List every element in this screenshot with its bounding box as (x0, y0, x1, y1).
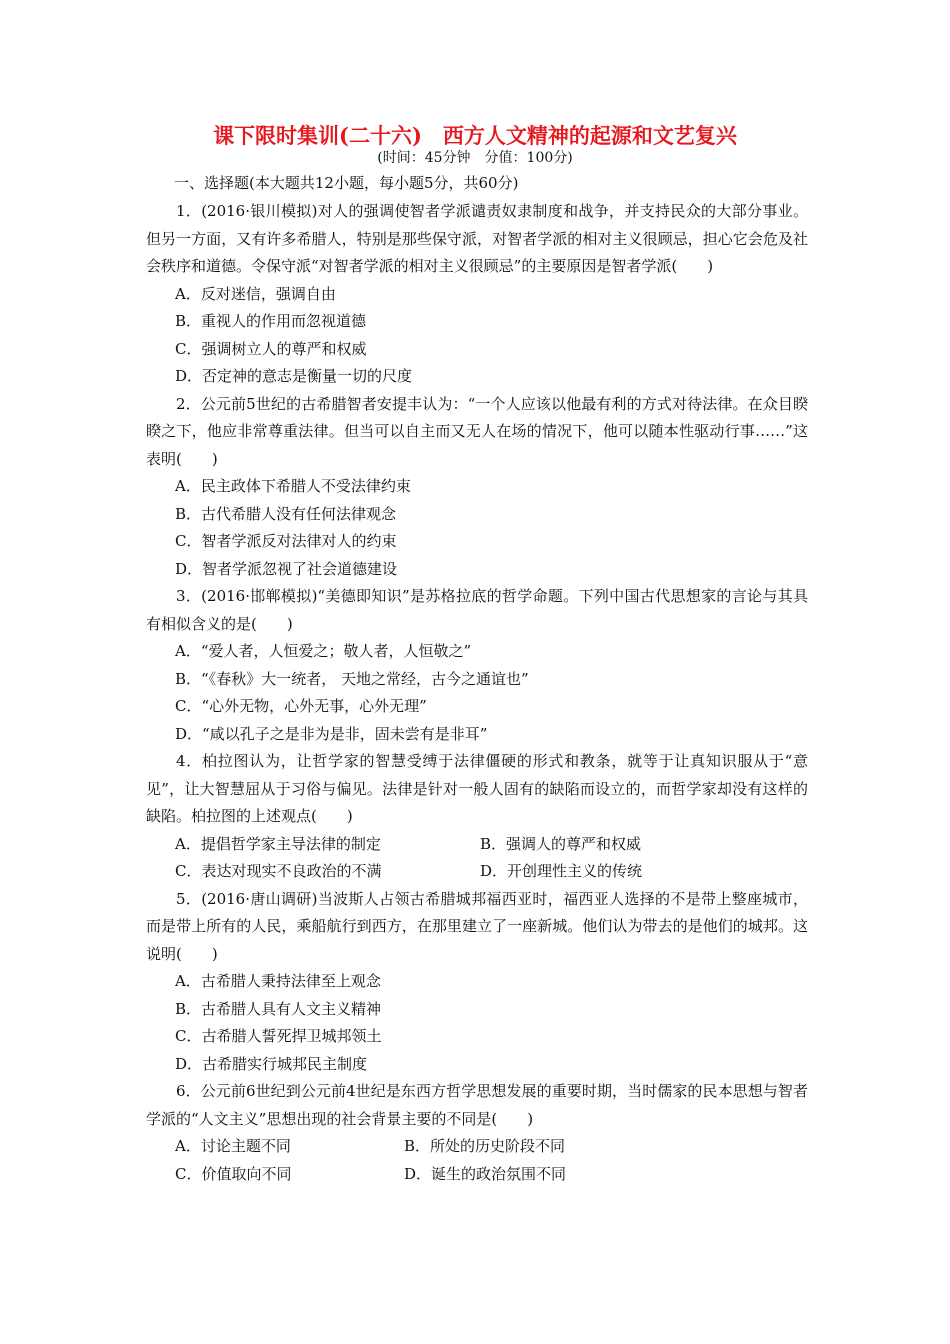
question-3-option-d: D．“咸以孔子之是非为是非，固未尝有是非耳” (175, 724, 488, 743)
question-6-option-a: A．讨论主题不同 (175, 1137, 291, 1155)
question-6-options-row-2 (146, 1161, 808, 1189)
question-2-stem: 2．公元前5世纪的古希腊智者安提丰认为：“一个人应该以他最有利的方式对待法律。在众目睽睽之下，他应非常尊重法律。但当可以自主而又无人在场的情况下，他可以随本性驱动行事……”这表明( ) (146, 394, 808, 468)
question-3-option-c: C．“心外无物，心外无事，心外无理” (175, 697, 427, 715)
question-1-option-d: D．否定神的意志是衡量一切的尺度 (175, 367, 413, 385)
question-5-stem: 5．(2016·唐山调研)当波斯人占领古希腊城邦福西亚时，福西亚人选择的不是带上整座城市，而是带上所有的人民，乘船航行到西方，在那里建立了一座新城。他们认为带去的是他们的城邦。这说明( ) (146, 889, 808, 963)
question-5-option-a: A．古希腊人秉持法律至上观念 (175, 972, 381, 990)
question-2 (146, 391, 808, 584)
question-4-option-d: D．开创理性主义的传统 (480, 862, 643, 880)
question-1-option-c: C．强调树立人的尊严和权威 (175, 339, 367, 358)
question-3-stem: 3．(2016·邯郸模拟)“美德即知识”是苏格拉底的哲学命题。下列中国古代思想家的言论与其具有相似含义的是( ) (146, 587, 808, 633)
section-heading: 一、选择题(本大题共12小题，每小题5分，共60分) (174, 174, 519, 192)
question-4-option-c: C．表达对现实不良政治的不满 (175, 862, 382, 880)
page-title: 课下限时集训(二十六) 西方人文精神的起源和文艺复兴 (213, 123, 737, 148)
question-6-option-d: D．诞生的政治氛围不同 (404, 1164, 567, 1183)
question-4-options-row-2 (146, 858, 808, 886)
question-2-option-c: C．智者学派反对法律对人的约束 (175, 532, 397, 550)
question-1-option-b: B．重视人的作用而忽视道德 (175, 312, 367, 330)
question-6-options-row-1 (146, 1133, 808, 1161)
question-2-option-d: D．智者学派忽视了社会道德建设 (175, 559, 398, 578)
question-3-option-b: B．“《春秋》大一统者， 天地之常经，古今之通谊也” (175, 669, 529, 688)
question-5-option-c: C．古希腊人誓死捍卫城邦领土 (175, 1027, 382, 1045)
question-2-option-a: A．民主政体下希腊人不受法律约束 (175, 477, 411, 495)
question-1-stem: 1．(2016·银川模拟)对人的强调使智者学派谴责奴隶制度和战争，并支持民众的大部分事业。但另一方面，又有许多希腊人，特别是那些保守派，对智者学派的相对主义很顾忌，担心它会危及社会秩序和道德。令保守派“对智者学派的相对主义很顾忌”的主要原因是智者学派( ) (146, 202, 808, 275)
question-4-stem: 4．柏拉图认为，让哲学家的智慧受缚于法律僵硬的形式和教条，就等于让真知识服从于“意见”，让大智慧屈从于习俗与偏见。法律是针对一般人固有的缺陷而设立的，而哲学家却没有这样的缺陷。柏拉图的上述观点( ) (146, 752, 808, 825)
question-5 (146, 886, 808, 1079)
question-4 (146, 748, 808, 886)
question-6-option-b: B．所处的历史阶段不同 (404, 1137, 566, 1155)
question-4-option-b: B．强调人的尊严和权威 (480, 834, 642, 853)
question-4-option-a: A．提倡哲学家主导法律的制定 (175, 834, 381, 853)
question-3-option-a: A．“爱人者，人恒爱之；敬人者，人恒敬之” (175, 642, 472, 660)
question-1-option-a: A．反对迷信，强调自由 (175, 284, 336, 303)
question-1 (146, 198, 808, 391)
time-score-info: (时间：45分钟 分值：100分) (377, 150, 573, 166)
question-4-options-row-1 (146, 831, 808, 859)
question-6-option-c: C．价值取向不同 (175, 1164, 292, 1183)
question-list (146, 198, 808, 1188)
question-3 (146, 583, 808, 748)
question-6-stem: 6．公元前6世纪到公元前4世纪是东西方哲学思想发展的重要时期，当时儒家的民本思想与智者学派的“人文主义”思想出现的社会背景主要的不同是( ) (146, 1082, 808, 1128)
question-6 (146, 1078, 808, 1188)
question-5-option-d: D．古希腊实行城邦民主制度 (175, 1054, 368, 1073)
question-5-option-b: B．古希腊人具有人文主义精神 (175, 999, 382, 1018)
question-2-option-b: B．古代希腊人没有任何法律观念 (175, 504, 397, 523)
